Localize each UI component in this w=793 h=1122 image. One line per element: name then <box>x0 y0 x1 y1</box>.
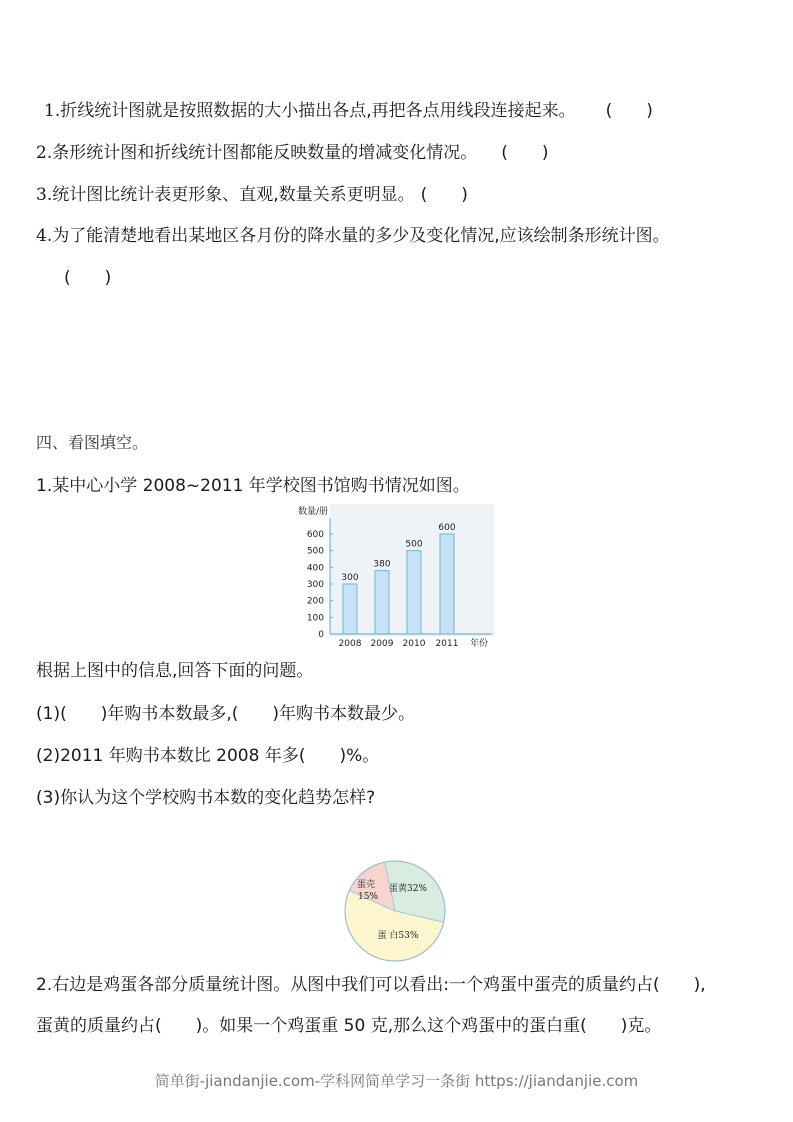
section-heading: 四、看图填空。 <box>36 433 149 452</box>
data-label-2009: 380 <box>373 559 391 570</box>
bar-2008 <box>343 584 357 634</box>
question-1-prompt: 根据上图中的信息,回答下面的问题。 <box>36 661 314 681</box>
judge-item-2 <box>36 142 549 164</box>
question-1-sub1: (1)( )年购书本数最多,( )年购书本数最少。 <box>36 704 416 724</box>
y-tick-label: 0 <box>318 630 324 640</box>
question-2-line2: 蛋黄的质量约占( )。如果一个鸡蛋重 50 克,那么这个鸡蛋中的蛋白重( )克。 <box>36 1016 662 1036</box>
question-1-sub2: (2)2011 年购书本数比 2008 年多( )%。 <box>36 746 380 766</box>
item-number: 1. <box>44 101 61 121</box>
bar-2009 <box>375 571 389 634</box>
question-1-sub3: (3)你认为这个学校购书本数的变化趋势怎样? <box>36 788 376 808</box>
footer-watermark: 简单街-jiandanjie.com-学科网简单学习一条街 https://jiandanjie.com <box>154 1072 639 1090</box>
y-tick-label: 600 <box>306 530 324 540</box>
data-label-2008: 300 <box>341 573 359 583</box>
x-tick-label-2011: 2011 <box>435 639 459 649</box>
y-tick-label: 300 <box>306 580 324 590</box>
slice-label-shell-top: 蛋壳 <box>356 880 376 890</box>
answer-blank-4[interactable]: ( ) <box>64 268 112 288</box>
question-1-title: 1.某中心小学 2008~2011 年学校图书馆购书情况如图。 <box>36 476 470 496</box>
slice-label-white: 蛋 白53% <box>377 931 419 941</box>
item-number: 3. <box>36 185 53 205</box>
answer-blank[interactable]: ( ) <box>501 143 549 163</box>
item-text: 条形统计图和折线统计图都能反映数量的增减变化情况。 <box>52 143 478 163</box>
y-axis-label: 数量/册 <box>298 507 329 517</box>
y-tick-label: 500 <box>306 546 324 557</box>
item-number: 2. <box>36 143 53 163</box>
judge-item-3 <box>36 184 468 206</box>
bar-2011 <box>440 534 454 634</box>
y-tick-label: 100 <box>306 613 324 624</box>
pie-chart <box>340 856 450 966</box>
y-tick-label: 200 <box>306 596 324 607</box>
answer-blank[interactable]: ( ) <box>605 101 653 121</box>
bar-chart <box>296 500 496 652</box>
item-text: 折线统计图就是按照数据的大小描出各点,再把各点用线段连接起来。 <box>60 101 576 121</box>
x-tick-label-2010: 2010 <box>402 639 426 649</box>
data-label-2011: 600 <box>438 523 456 533</box>
bar-2010 <box>407 551 421 634</box>
x-axis-label: 年份 <box>470 639 489 649</box>
x-tick-label-2009: 2009 <box>370 639 394 649</box>
item-text: 为了能清楚地看出某地区各月份的降水量的多少及变化情况,应该绘制条形统计图。 <box>52 226 670 246</box>
judge-item-1 <box>44 100 653 122</box>
judge-item-4 <box>36 225 670 247</box>
item-number: 4. <box>36 226 53 246</box>
data-label-2010: 500 <box>405 539 423 550</box>
y-tick-label: 400 <box>306 563 324 574</box>
slice-label-yolk: 蛋黄32% <box>388 884 428 894</box>
answer-blank[interactable]: ( ) <box>420 185 468 205</box>
question-2-line1: 2.右边是鸡蛋各部分质量统计图。从图中我们可以看出:一个鸡蛋中蛋壳的质量约占( ), <box>36 975 706 995</box>
item-text: 统计图比统计表更形象、直观,数量关系更明显。 <box>52 185 415 205</box>
x-tick-label-2008: 2008 <box>338 639 362 649</box>
slice-label-shell-bottom: 15% <box>357 892 379 902</box>
